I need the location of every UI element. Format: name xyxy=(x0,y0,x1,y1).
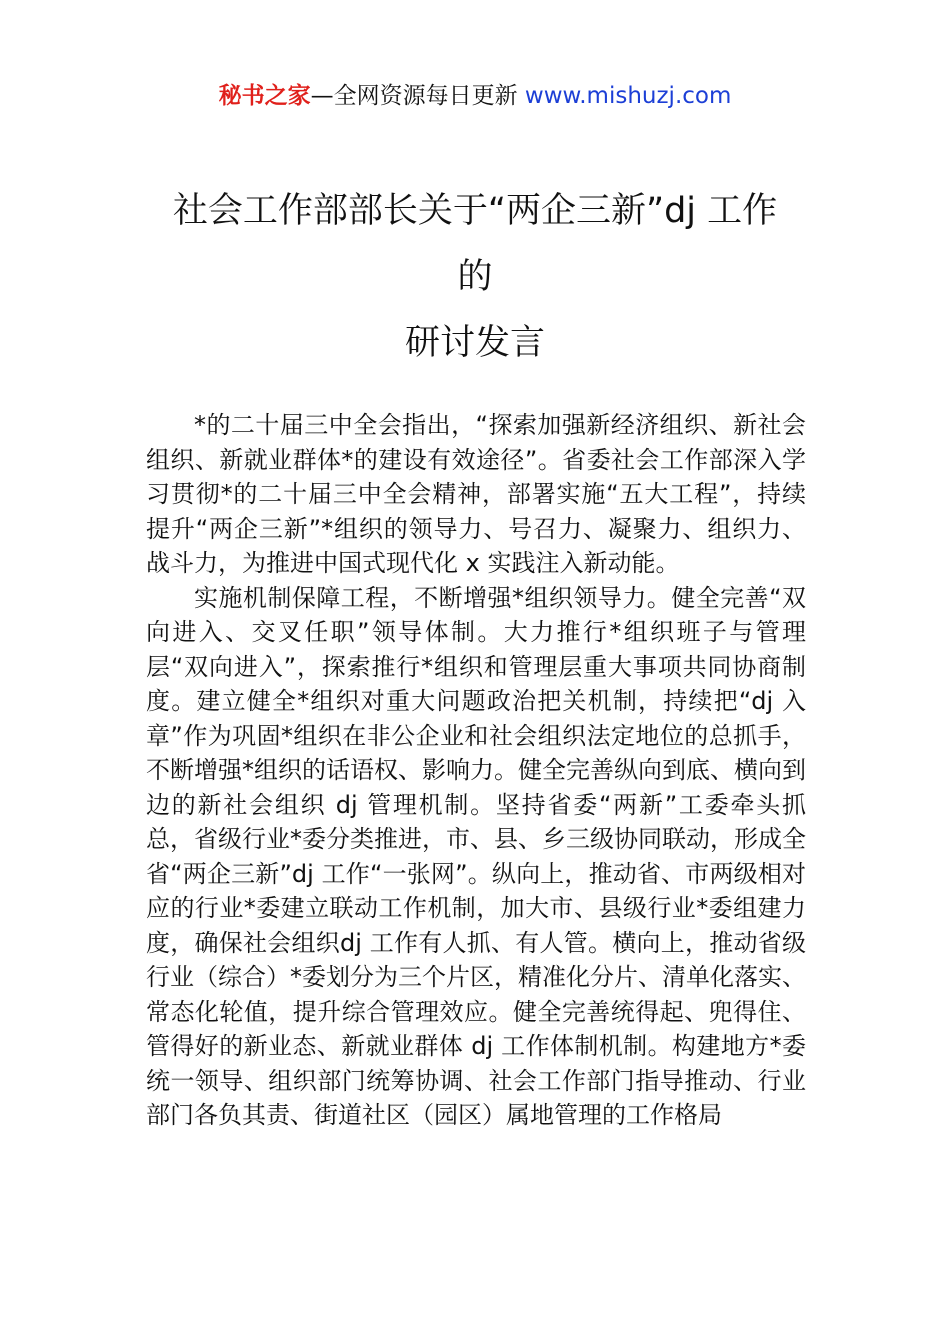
document-body xyxy=(146,408,806,1133)
site-url-link[interactable]: www.mishuzj.com xyxy=(524,83,732,109)
body-paragraph-2: 实施机制保障工程，不断增强*组织领导力。健全完善“双向进入、交叉任职”领导体制。大力推行*组织班子与管理层“双向进入”，探索推行*组织和管理层重大事项共同协商制度。建立健全*组织对重大问题政治把关机制，持续把“dj 入章”作为巩固*组织在非公企业和社会组织法定地位的总抓手，不断增强*组织的话语权、影响力。健全完善纵向到底、横向到边的新社会组织 dj 管理机制。坚持省委“两新”工委牵头抓总，省级行业*委分类推进，市、县、乡三级协同联动，形成全省“两企三新”dj 工作“一张网”。纵向上，推动省、市两级相对应的行业*委建立联动工作机制，加大市、县级行业*委组建力度，确保社会组织dj 工作有人抓、有人管。横向上，推动省级行业（综合）*委划分为三个片区，精准化分片、清单化落实、常态化轮值，提升综合管理效应。健全完善统得起、兜得住、管得好的新业态、新就业群体 dj 工作体制机制。构建地方*委统一领导、组织部门统筹协调、社会工作部门指导推动、行业部门各负其责、街道社区（园区）属地管理的工作格局 xyxy=(146,583,806,1129)
title-line-3: 研讨发言 xyxy=(404,323,545,363)
site-tagline: —全网资源每日更新 xyxy=(310,83,518,109)
site-header xyxy=(0,80,950,112)
body-paragraph-1: *的二十届三中全会指出，“探索加强新经济组织、新社会组织、新就业群体*的建设有效途径”。省委社会工作部深入学习贯彻*的二十届三中全会精神，部署实施“五大工程”，持续提升“两企三新”*组织的领导力、号召力、凝聚力、组织力、战斗力，为推进中国式现代化 x 实践注入新动能。 xyxy=(146,411,806,577)
site-brand: 秘书之家 xyxy=(218,83,311,109)
title-line-2: 的 xyxy=(457,257,493,297)
document-title xyxy=(100,178,850,376)
title-line-1: 社会工作部部长关于“两企三新”dj 工作 xyxy=(172,191,778,231)
